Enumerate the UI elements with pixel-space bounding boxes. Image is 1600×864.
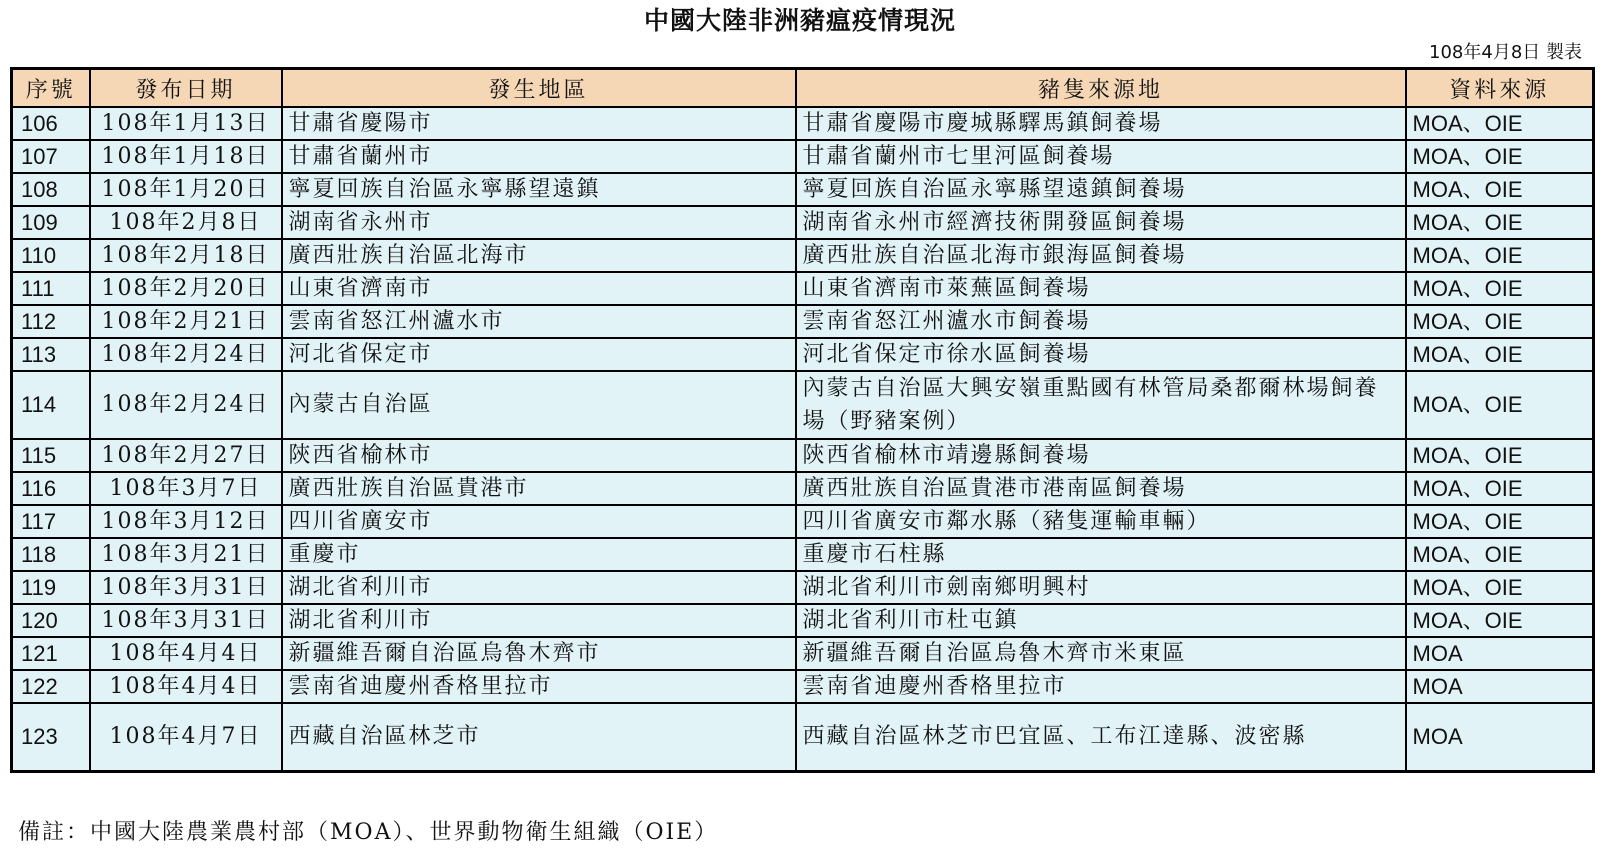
row-number-cell: 108 — [12, 173, 90, 206]
data-source-cell: MOA、OIE — [1406, 604, 1594, 637]
data-source-cell: MOA、OIE — [1406, 107, 1594, 140]
data-source-cell: MOA — [1406, 703, 1594, 772]
pig-origin-cell: 四川省廣安市鄰水縣（豬隻運輸車輛） — [796, 505, 1406, 538]
data-source-cell: MOA、OIE — [1406, 371, 1594, 439]
row-number-cell: 118 — [12, 538, 90, 571]
pig-origin-cell: 寧夏回族自治區永寧縣望遠鎮飼養場 — [796, 173, 1406, 206]
table-row — [12, 338, 1594, 371]
data-source-cell: MOA、OIE — [1406, 538, 1594, 571]
table-row — [12, 107, 1594, 140]
row-number-cell: 117 — [12, 505, 90, 538]
pig-origin-cell: 湖南省永州市經濟技術開發區飼養場 — [796, 206, 1406, 239]
data-source-cell: MOA、OIE — [1406, 173, 1594, 206]
pig-origin-cell: 陝西省榆林市靖邊縣飼養場 — [796, 439, 1406, 472]
row-number-cell: 122 — [12, 670, 90, 703]
table-row — [12, 637, 1594, 670]
table-row — [12, 371, 1594, 439]
outbreak-area-cell: 雲南省怒江州瀘水市 — [282, 305, 796, 338]
row-number-cell: 121 — [12, 637, 90, 670]
table-row — [12, 703, 1594, 772]
table-row — [12, 604, 1594, 637]
pig-origin-cell: 廣西壯族自治區北海市銀海區飼養場 — [796, 239, 1406, 272]
row-number-cell: 120 — [12, 604, 90, 637]
outbreak-area-cell: 重慶市 — [282, 538, 796, 571]
table-row — [12, 140, 1594, 173]
data-source-cell: MOA、OIE — [1406, 272, 1594, 305]
outbreak-area-cell: 廣西壯族自治區北海市 — [282, 239, 796, 272]
release-date-cell: 108年1月13日 — [90, 107, 282, 140]
header-number: 序號 — [12, 69, 90, 108]
release-date-cell: 108年3月31日 — [90, 571, 282, 604]
release-date-cell: 108年3月31日 — [90, 604, 282, 637]
table-row — [12, 505, 1594, 538]
pig-origin-cell: 山東省濟南市萊蕪區飼養場 — [796, 272, 1406, 305]
header-release-date: 發布日期 — [90, 69, 282, 108]
release-date-cell: 108年1月18日 — [90, 140, 282, 173]
table-row — [12, 439, 1594, 472]
row-number-cell: 116 — [12, 472, 90, 505]
outbreak-area-cell: 四川省廣安市 — [282, 505, 796, 538]
release-date-cell: 108年4月4日 — [90, 637, 282, 670]
release-date-cell: 108年3月21日 — [90, 538, 282, 571]
outbreak-area-cell: 湖北省利川市 — [282, 604, 796, 637]
outbreak-area-cell: 廣西壯族自治區貴港市 — [282, 472, 796, 505]
outbreak-area-cell: 內蒙古自治區 — [282, 371, 796, 439]
table-row — [12, 173, 1594, 206]
release-date-cell: 108年1月20日 — [90, 173, 282, 206]
release-date-cell: 108年2月24日 — [90, 338, 282, 371]
outbreak-area-cell: 甘肅省蘭州市 — [282, 140, 796, 173]
outbreak-area-cell: 西藏自治區林芝市 — [282, 703, 796, 772]
outbreak-area-cell: 山東省濟南市 — [282, 272, 796, 305]
table-row — [12, 472, 1594, 505]
row-number-cell: 112 — [12, 305, 90, 338]
release-date-cell: 108年3月12日 — [90, 505, 282, 538]
table-body — [12, 107, 1594, 772]
row-number-cell: 110 — [12, 239, 90, 272]
header-pig-origin: 豬隻來源地 — [796, 69, 1406, 108]
pig-origin-cell: 湖北省利川市杜屯鎮 — [796, 604, 1406, 637]
data-source-cell: MOA、OIE — [1406, 439, 1594, 472]
row-number-cell: 114 — [12, 371, 90, 439]
row-number-cell: 109 — [12, 206, 90, 239]
pig-origin-cell: 廣西壯族自治區貴港市港南區飼養場 — [796, 472, 1406, 505]
release-date-cell: 108年2月18日 — [90, 239, 282, 272]
outbreak-area-cell: 湖北省利川市 — [282, 571, 796, 604]
row-number-cell: 123 — [12, 703, 90, 772]
table-row — [12, 305, 1594, 338]
data-source-cell: MOA、OIE — [1406, 338, 1594, 371]
release-date-cell: 108年2月8日 — [90, 206, 282, 239]
table-row — [12, 670, 1594, 703]
pig-origin-cell: 重慶市石柱縣 — [796, 538, 1406, 571]
pig-origin-cell: 甘肅省慶陽市慶城縣驛馬鎮飼養場 — [796, 107, 1406, 140]
table-row — [12, 239, 1594, 272]
data-source-cell: MOA、OIE — [1406, 505, 1594, 538]
page-title: 中國大陸非洲豬瘟疫情現況 — [643, 6, 956, 35]
pig-origin-cell: 湖北省利川市劍南鄉明興村 — [796, 571, 1406, 604]
footnote: 備註：中國大陸農業農村部（MOA）、世界動物衛生組織（OIE） — [18, 820, 719, 845]
row-number-cell: 107 — [12, 140, 90, 173]
release-date-cell: 108年4月4日 — [90, 670, 282, 703]
header-data-source: 資料來源 — [1406, 69, 1594, 108]
data-source-cell: MOA、OIE — [1406, 472, 1594, 505]
data-source-cell: MOA、OIE — [1406, 571, 1594, 604]
pig-origin-cell: 雲南省迪慶州香格里拉市 — [796, 670, 1406, 703]
header-outbreak-area: 發生地區 — [282, 69, 796, 108]
pig-origin-cell: 河北省保定市徐水區飼養場 — [796, 338, 1406, 371]
outbreak-table — [10, 67, 1595, 773]
outbreak-area-cell: 寧夏回族自治區永寧縣望遠鎮 — [282, 173, 796, 206]
data-source-cell: MOA、OIE — [1406, 239, 1594, 272]
table-row — [12, 571, 1594, 604]
row-number-cell: 111 — [12, 272, 90, 305]
row-number-cell: 119 — [12, 571, 90, 604]
pig-origin-cell: 甘肅省蘭州市七里河區飼養場 — [796, 140, 1406, 173]
pig-origin-cell: 雲南省怒江州瀘水市飼養場 — [796, 305, 1406, 338]
data-source-cell: MOA、OIE — [1406, 206, 1594, 239]
outbreak-area-cell: 湖南省永州市 — [282, 206, 796, 239]
release-date-cell: 108年2月27日 — [90, 439, 282, 472]
release-date-cell: 108年2月21日 — [90, 305, 282, 338]
release-date-cell: 108年3月7日 — [90, 472, 282, 505]
outbreak-area-cell: 河北省保定市 — [282, 338, 796, 371]
release-date-cell: 108年2月24日 — [90, 371, 282, 439]
row-number-cell: 106 — [12, 107, 90, 140]
row-number-cell: 115 — [12, 439, 90, 472]
outbreak-area-cell: 新疆維吾爾自治區烏魯木齊市 — [282, 637, 796, 670]
data-source-cell: MOA — [1406, 670, 1594, 703]
data-source-cell: MOA、OIE — [1406, 305, 1594, 338]
outbreak-area-cell: 甘肅省慶陽市 — [282, 107, 796, 140]
outbreak-area-cell: 雲南省迪慶州香格里拉市 — [282, 670, 796, 703]
release-date-cell: 108年2月20日 — [90, 272, 282, 305]
data-source-cell: MOA — [1406, 637, 1594, 670]
table-header-row — [12, 69, 1594, 108]
table-row — [12, 272, 1594, 305]
pig-origin-cell: 新疆維吾爾自治區烏魯木齊市米東區 — [796, 637, 1406, 670]
data-source-cell: MOA、OIE — [1406, 140, 1594, 173]
row-number-cell: 113 — [12, 338, 90, 371]
table-row — [12, 206, 1594, 239]
outbreak-area-cell: 陝西省榆林市 — [282, 439, 796, 472]
table-row — [12, 538, 1594, 571]
made-date-label: 108年4月8日 製表 — [1429, 42, 1582, 63]
pig-origin-cell: 西藏自治區林芝市巴宜區、工布江達縣、波密縣 — [796, 703, 1406, 772]
release-date-cell: 108年4月7日 — [90, 703, 282, 772]
pig-origin-cell: 內蒙古自治區大興安嶺重點國有林管局桑都爾林場飼養場（野豬案例） — [796, 371, 1406, 439]
